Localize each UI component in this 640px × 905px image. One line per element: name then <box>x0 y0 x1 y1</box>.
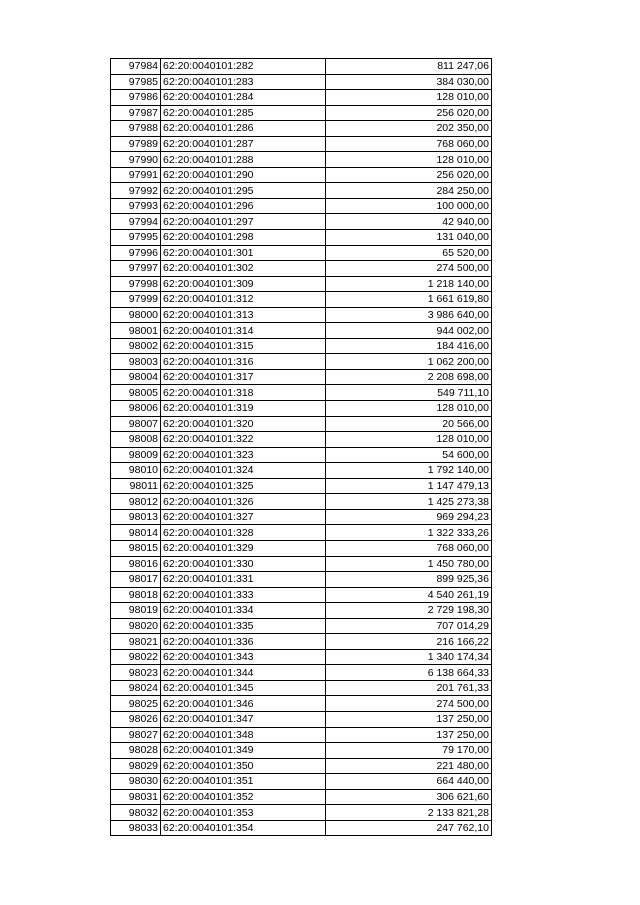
cadastral-number-cell: 62:20:0040101:345 <box>161 680 326 696</box>
cadastral-number-cell: 62:20:0040101:312 <box>161 292 326 308</box>
cadastral-value-cell: 969 294,23 <box>326 509 492 525</box>
cadastral-number-cell: 62:20:0040101:334 <box>161 603 326 619</box>
row-number-cell: 97992 <box>111 183 161 199</box>
table-row <box>111 152 492 168</box>
table-row <box>111 540 492 556</box>
row-number-cell: 98024 <box>111 680 161 696</box>
row-number-cell: 97996 <box>111 245 161 261</box>
row-number-cell: 98028 <box>111 743 161 759</box>
cadastral-value-cell: 1 147 479,13 <box>326 478 492 494</box>
cadastral-number-cell: 62:20:0040101:353 <box>161 805 326 821</box>
cadastral-number-cell: 62:20:0040101:352 <box>161 789 326 805</box>
row-number-cell: 98015 <box>111 540 161 556</box>
table-row <box>111 603 492 619</box>
row-number-cell: 97994 <box>111 214 161 230</box>
row-number-cell: 97998 <box>111 276 161 292</box>
cadastral-value-cell: 1 425 273,38 <box>326 494 492 510</box>
cadastral-number-cell: 62:20:0040101:326 <box>161 494 326 510</box>
table-row <box>111 463 492 479</box>
cadastral-value-cell: 54 600,00 <box>326 447 492 463</box>
table-row <box>111 307 492 323</box>
cadastral-value-cell: 707 014,29 <box>326 618 492 634</box>
cadastral-value-table <box>110 58 492 836</box>
row-number-cell: 98000 <box>111 307 161 323</box>
table-row <box>111 416 492 432</box>
cadastral-number-cell: 62:20:0040101:331 <box>161 572 326 588</box>
row-number-cell: 98030 <box>111 774 161 790</box>
cadastral-value-cell: 42 940,00 <box>326 214 492 230</box>
cadastral-value-cell: 65 520,00 <box>326 245 492 261</box>
row-number-cell: 97988 <box>111 121 161 137</box>
row-number-cell: 97984 <box>111 59 161 75</box>
cadastral-value-cell: 1 450 780,00 <box>326 556 492 572</box>
row-number-cell: 97991 <box>111 167 161 183</box>
cadastral-number-cell: 62:20:0040101:288 <box>161 152 326 168</box>
row-number-cell: 97993 <box>111 198 161 214</box>
cadastral-value-cell: 128 010,00 <box>326 401 492 417</box>
table-row <box>111 136 492 152</box>
cadastral-value-cell: 2 208 698,00 <box>326 369 492 385</box>
cadastral-value-cell: 247 762,10 <box>326 820 492 836</box>
cadastral-number-cell: 62:20:0040101:298 <box>161 230 326 246</box>
cadastral-number-cell: 62:20:0040101:336 <box>161 634 326 650</box>
cadastral-value-cell: 384 030,00 <box>326 74 492 90</box>
cadastral-number-cell: 62:20:0040101:323 <box>161 447 326 463</box>
cadastral-value-cell: 128 010,00 <box>326 152 492 168</box>
row-number-cell: 98004 <box>111 369 161 385</box>
row-number-cell: 97989 <box>111 136 161 152</box>
cadastral-value-cell: 128 010,00 <box>326 432 492 448</box>
row-number-cell: 97985 <box>111 74 161 90</box>
cadastral-value-cell: 1 322 333,26 <box>326 525 492 541</box>
cadastral-value-cell: 1 792 140,00 <box>326 463 492 479</box>
cadastral-value-cell: 1 661 619,80 <box>326 292 492 308</box>
cadastral-value-cell: 256 020,00 <box>326 167 492 183</box>
row-number-cell: 98021 <box>111 634 161 650</box>
table-row <box>111 572 492 588</box>
row-number-cell: 98003 <box>111 354 161 370</box>
table-row <box>111 820 492 836</box>
cadastral-number-cell: 62:20:0040101:348 <box>161 727 326 743</box>
cadastral-number-cell: 62:20:0040101:335 <box>161 618 326 634</box>
table-row <box>111 198 492 214</box>
row-number-cell: 98008 <box>111 432 161 448</box>
table-row <box>111 447 492 463</box>
cadastral-value-cell: 1 062 200,00 <box>326 354 492 370</box>
table-row <box>111 743 492 759</box>
cadastral-number-cell: 62:20:0040101:295 <box>161 183 326 199</box>
table-row <box>111 649 492 665</box>
table-row <box>111 90 492 106</box>
table-row <box>111 696 492 712</box>
row-number-cell: 97997 <box>111 261 161 277</box>
table-row <box>111 556 492 572</box>
cadastral-value-cell: 20 566,00 <box>326 416 492 432</box>
table-row <box>111 121 492 137</box>
cadastral-number-cell: 62:20:0040101:313 <box>161 307 326 323</box>
cadastral-value-cell: 201 761,33 <box>326 680 492 696</box>
table-row <box>111 711 492 727</box>
cadastral-number-cell: 62:20:0040101:297 <box>161 214 326 230</box>
cadastral-value-cell: 184 416,00 <box>326 338 492 354</box>
cadastral-number-cell: 62:20:0040101:325 <box>161 478 326 494</box>
row-number-cell: 98023 <box>111 665 161 681</box>
table-row <box>111 634 492 650</box>
cadastral-number-cell: 62:20:0040101:290 <box>161 167 326 183</box>
row-number-cell: 98011 <box>111 478 161 494</box>
cadastral-number-cell: 62:20:0040101:351 <box>161 774 326 790</box>
table-row <box>111 432 492 448</box>
table-row <box>111 618 492 634</box>
table-row <box>111 74 492 90</box>
cadastral-number-cell: 62:20:0040101:354 <box>161 820 326 836</box>
table-row <box>111 758 492 774</box>
cadastral-number-cell: 62:20:0040101:350 <box>161 758 326 774</box>
cadastral-number-cell: 62:20:0040101:347 <box>161 711 326 727</box>
cadastral-number-cell: 62:20:0040101:327 <box>161 509 326 525</box>
cadastral-value-cell: 899 925,36 <box>326 572 492 588</box>
cadastral-value-cell: 79 170,00 <box>326 743 492 759</box>
cadastral-number-cell: 62:20:0040101:284 <box>161 90 326 106</box>
table-row <box>111 59 492 75</box>
cadastral-number-cell: 62:20:0040101:322 <box>161 432 326 448</box>
table-row <box>111 587 492 603</box>
cadastral-number-cell: 62:20:0040101:301 <box>161 245 326 261</box>
table-row <box>111 292 492 308</box>
cadastral-number-cell: 62:20:0040101:346 <box>161 696 326 712</box>
row-number-cell: 98017 <box>111 572 161 588</box>
row-number-cell: 98033 <box>111 820 161 836</box>
cadastral-value-cell: 1 218 140,00 <box>326 276 492 292</box>
row-number-cell: 98012 <box>111 494 161 510</box>
cadastral-value-cell: 131 040,00 <box>326 230 492 246</box>
row-number-cell: 97986 <box>111 90 161 106</box>
table-row <box>111 680 492 696</box>
cadastral-value-cell: 549 711,10 <box>326 385 492 401</box>
row-number-cell: 98005 <box>111 385 161 401</box>
table-row <box>111 805 492 821</box>
row-number-cell: 98009 <box>111 447 161 463</box>
table-row <box>111 385 492 401</box>
table-row <box>111 167 492 183</box>
cadastral-number-cell: 62:20:0040101:328 <box>161 525 326 541</box>
table-row <box>111 338 492 354</box>
table-row <box>111 105 492 121</box>
cadastral-number-cell: 62:20:0040101:317 <box>161 369 326 385</box>
row-number-cell: 98027 <box>111 727 161 743</box>
cadastral-value-cell: 4 540 261,19 <box>326 587 492 603</box>
row-number-cell: 98032 <box>111 805 161 821</box>
cadastral-value-cell: 1 340 174,34 <box>326 649 492 665</box>
row-number-cell: 98002 <box>111 338 161 354</box>
row-number-cell: 98029 <box>111 758 161 774</box>
cadastral-number-cell: 62:20:0040101:333 <box>161 587 326 603</box>
cadastral-number-cell: 62:20:0040101:318 <box>161 385 326 401</box>
row-number-cell: 98018 <box>111 587 161 603</box>
row-number-cell: 98001 <box>111 323 161 339</box>
row-number-cell: 98014 <box>111 525 161 541</box>
cadastral-value-cell: 306 621,60 <box>326 789 492 805</box>
cadastral-value-cell: 274 500,00 <box>326 696 492 712</box>
cadastral-value-cell: 664 440,00 <box>326 774 492 790</box>
cadastral-value-cell: 2 133 821,28 <box>326 805 492 821</box>
cadastral-number-cell: 62:20:0040101:287 <box>161 136 326 152</box>
row-number-cell: 98025 <box>111 696 161 712</box>
cadastral-number-cell: 62:20:0040101:285 <box>161 105 326 121</box>
cadastral-value-cell: 944 002,00 <box>326 323 492 339</box>
row-number-cell: 98026 <box>111 711 161 727</box>
cadastral-number-cell: 62:20:0040101:286 <box>161 121 326 137</box>
table-row <box>111 789 492 805</box>
table-row <box>111 478 492 494</box>
cadastral-number-cell: 62:20:0040101:329 <box>161 540 326 556</box>
cadastral-value-cell: 128 010,00 <box>326 90 492 106</box>
cadastral-number-cell: 62:20:0040101:296 <box>161 198 326 214</box>
cadastral-value-cell: 216 166,22 <box>326 634 492 650</box>
cadastral-value-cell: 768 060,00 <box>326 136 492 152</box>
table-row <box>111 261 492 277</box>
table-row <box>111 369 492 385</box>
cadastral-number-cell: 62:20:0040101:319 <box>161 401 326 417</box>
table-row <box>111 525 492 541</box>
cadastral-number-cell: 62:20:0040101:343 <box>161 649 326 665</box>
row-number-cell: 98022 <box>111 649 161 665</box>
cadastral-number-cell: 62:20:0040101:302 <box>161 261 326 277</box>
table-row <box>111 401 492 417</box>
cadastral-number-cell: 62:20:0040101:309 <box>161 276 326 292</box>
cadastral-value-cell: 284 250,00 <box>326 183 492 199</box>
cadastral-value-cell: 137 250,00 <box>326 711 492 727</box>
table-row <box>111 727 492 743</box>
cadastral-value-cell: 768 060,00 <box>326 540 492 556</box>
table-row <box>111 323 492 339</box>
cadastral-number-cell: 62:20:0040101:344 <box>161 665 326 681</box>
cadastral-number-cell: 62:20:0040101:315 <box>161 338 326 354</box>
table-row <box>111 774 492 790</box>
table-row <box>111 230 492 246</box>
cadastral-value-cell: 6 138 664,33 <box>326 665 492 681</box>
table-row <box>111 245 492 261</box>
cadastral-number-cell: 62:20:0040101:349 <box>161 743 326 759</box>
cadastral-number-cell: 62:20:0040101:320 <box>161 416 326 432</box>
cadastral-value-cell: 137 250,00 <box>326 727 492 743</box>
table-row <box>111 183 492 199</box>
cadastral-number-cell: 62:20:0040101:283 <box>161 74 326 90</box>
row-number-cell: 97995 <box>111 230 161 246</box>
cadastral-value-cell: 256 020,00 <box>326 105 492 121</box>
cadastral-value-cell: 221 480,00 <box>326 758 492 774</box>
row-number-cell: 98031 <box>111 789 161 805</box>
table-row <box>111 214 492 230</box>
row-number-cell: 97987 <box>111 105 161 121</box>
cadastral-value-cell: 3 986 640,00 <box>326 307 492 323</box>
cadastral-value-cell: 100 000,00 <box>326 198 492 214</box>
table-row <box>111 665 492 681</box>
table-body <box>111 59 492 836</box>
cadastral-value-cell: 202 350,00 <box>326 121 492 137</box>
row-number-cell: 98007 <box>111 416 161 432</box>
table-row <box>111 509 492 525</box>
cadastral-number-cell: 62:20:0040101:316 <box>161 354 326 370</box>
row-number-cell: 97990 <box>111 152 161 168</box>
cadastral-value-cell: 274 500,00 <box>326 261 492 277</box>
row-number-cell: 97999 <box>111 292 161 308</box>
row-number-cell: 98006 <box>111 401 161 417</box>
table-row <box>111 354 492 370</box>
row-number-cell: 98019 <box>111 603 161 619</box>
row-number-cell: 98013 <box>111 509 161 525</box>
cadastral-number-cell: 62:20:0040101:330 <box>161 556 326 572</box>
row-number-cell: 98010 <box>111 463 161 479</box>
cadastral-value-cell: 2 729 198,30 <box>326 603 492 619</box>
cadastral-number-cell: 62:20:0040101:282 <box>161 59 326 75</box>
table-row <box>111 494 492 510</box>
row-number-cell: 98020 <box>111 618 161 634</box>
table-row <box>111 276 492 292</box>
cadastral-value-cell: 811 247,06 <box>326 59 492 75</box>
row-number-cell: 98016 <box>111 556 161 572</box>
cadastral-number-cell: 62:20:0040101:324 <box>161 463 326 479</box>
cadastral-number-cell: 62:20:0040101:314 <box>161 323 326 339</box>
